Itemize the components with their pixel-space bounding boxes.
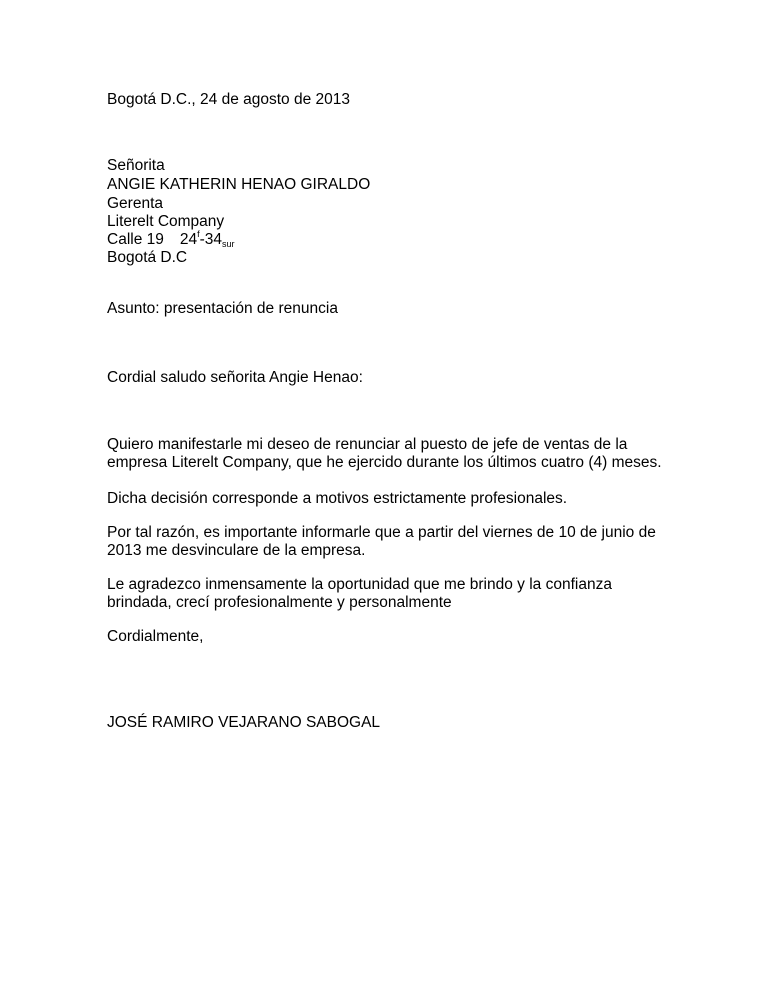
date-line: Bogotá D.C., 24 de agosto de 2013: [107, 91, 351, 108]
recipient-company: Literelt Company: [107, 213, 225, 230]
address-number-sup: f: [197, 229, 200, 239]
recipient-position: Gerenta: [107, 195, 164, 212]
address-street: Calle 19: [107, 231, 164, 248]
greeting-line: Cordial saludo señorita Angie Henao:: [107, 369, 363, 386]
closing-line: Cordialmente,: [107, 628, 204, 645]
recipient-title: Señorita: [107, 157, 165, 174]
body-paragraph-4-line-2: brindada, crecí profesionalmente y personalmente: [107, 594, 452, 611]
signature-name: JOSÉ RAMIRO VEJARANO SABOGAL: [107, 714, 381, 731]
recipient-name: ANGIE KATHERIN HENAO GIRALDO: [107, 176, 371, 193]
body-paragraph-3-line-2: 2013 me desvinculare de la empresa.: [107, 542, 366, 559]
address-number-rest: -34: [199, 231, 223, 248]
recipient-city: Bogotá D.C: [107, 249, 188, 266]
body-paragraph-1-line-1: Quiero manifestarle mi deseo de renunciar al puesto de jefe de ventas de la: [107, 436, 628, 453]
body-paragraph-2-line-1: Dicha decisión corresponde a motivos estrictamente profesionales.: [107, 490, 568, 507]
body-paragraph-1-line-2: empresa Literelt Company, que he ejercido durante los últimos cuatro (4) meses.: [107, 454, 662, 471]
address-number-main: 24: [179, 231, 198, 248]
recipient-address: [107, 231, 235, 249]
body-paragraph-4-line-1: Le agradezco inmensamente la oportunidad que me brindo y la confianza: [107, 576, 612, 593]
address-number-sub: sur: [222, 239, 235, 249]
subject-line: Asunto: presentación de renuncia: [107, 300, 338, 317]
body-paragraph-3-line-1: Por tal razón, es importante informarle que a partir del viernes de 10 de junio de: [107, 524, 656, 541]
